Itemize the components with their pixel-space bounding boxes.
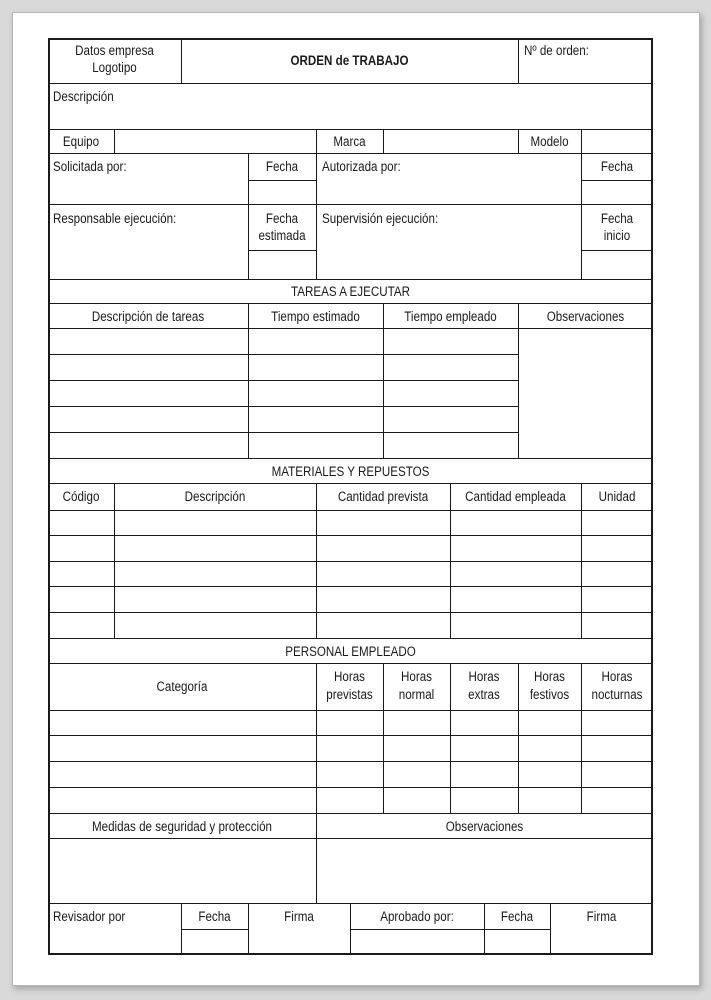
order-number-label: Nº de orden:	[524, 43, 589, 58]
col-divider	[383, 663, 384, 813]
staff-col-extra-hours-l2: extras	[468, 687, 500, 702]
date-cell-divider	[248, 180, 316, 181]
form-border-left	[48, 38, 50, 955]
row-divider	[48, 813, 653, 814]
col-divider	[350, 903, 351, 955]
staff-col-extra-hours-l1: Horas	[468, 669, 500, 684]
task-row-divider	[48, 432, 518, 433]
col-divider	[484, 903, 485, 955]
date-cell-divider	[248, 250, 316, 251]
row-divider	[48, 204, 653, 205]
row-divider	[48, 735, 653, 736]
row-divider	[48, 129, 653, 130]
col-divider	[181, 903, 182, 955]
row-divider	[48, 586, 653, 587]
col-divider	[383, 303, 384, 458]
staff-col-planned-hours-l1: Horas	[334, 669, 365, 684]
col-divider	[248, 903, 249, 955]
col-divider	[581, 483, 582, 638]
col-divider	[316, 483, 317, 638]
materials-col-planned-qty: Cantidad prevista	[337, 489, 429, 504]
reviewed-by-label: Revisador por	[53, 909, 126, 924]
company-logo-label: Logotipo	[92, 60, 137, 75]
review-signature-label: Firma	[284, 909, 314, 924]
col-divider	[114, 129, 115, 153]
materials-section-title: MATERIALES Y REPUESTOS	[271, 464, 430, 479]
row-divider	[48, 663, 653, 664]
staff-col-category: Categoría	[156, 679, 208, 694]
row-divider	[48, 483, 653, 484]
requested-by-label: Solicitada por:	[53, 159, 127, 174]
safety-measures-label: Medidas de seguridad y protección	[91, 819, 273, 834]
company-data-label: Datos empresa	[75, 43, 154, 58]
row-divider	[48, 279, 653, 280]
tasks-col-estimated-time: Tiempo estimado	[271, 309, 360, 324]
col-divider	[114, 483, 115, 638]
row-divider	[48, 535, 653, 536]
col-divider	[550, 903, 551, 955]
col-divider	[316, 153, 317, 279]
staff-col-normal-hours-l1: Horas	[401, 669, 432, 684]
execution-supervision-label: Supervisión ejecución:	[322, 211, 439, 226]
page-title: ORDEN de TRABAJO	[290, 53, 409, 68]
brand-label: Marca	[333, 134, 366, 149]
authorization-date-label: Fecha	[600, 159, 634, 174]
form-border-top	[48, 38, 653, 40]
row-divider	[48, 761, 653, 762]
start-date-label-line1: Fecha	[600, 211, 634, 226]
execution-manager-label: Responsable ejecución:	[53, 211, 177, 226]
estimated-date-label-line2: estimada	[258, 228, 306, 243]
task-row-divider	[48, 406, 518, 407]
row-divider	[48, 303, 653, 304]
col-divider	[450, 483, 451, 638]
date-cell-divider	[581, 180, 653, 181]
col-divider	[518, 303, 519, 458]
row-divider	[48, 838, 653, 839]
col-divider	[316, 813, 317, 903]
col-divider	[518, 38, 519, 83]
row-divider	[48, 561, 653, 562]
tasks-col-observations: Observaciones	[546, 309, 625, 324]
col-divider	[316, 129, 317, 153]
row-divider	[48, 612, 653, 613]
request-date-label: Fecha	[265, 159, 299, 174]
tasks-col-used-time: Tiempo empleado	[404, 309, 497, 324]
row-divider	[48, 458, 653, 459]
col-divider	[581, 153, 582, 279]
work-order-form	[48, 38, 653, 955]
materials-col-used-qty: Cantidad empleada	[465, 489, 566, 504]
col-divider	[518, 129, 519, 153]
tasks-section-title: TAREAS A EJECUTAR	[291, 284, 410, 299]
row-divider	[48, 710, 653, 711]
col-divider	[181, 38, 182, 83]
staff-col-night-hours-l1: Horas	[601, 669, 633, 684]
staff-section-title: PERSONAL EMPLEADO	[285, 644, 416, 659]
staff-col-night-hours-l2: nocturnas	[591, 687, 643, 702]
authorized-by-label: Autorizada por:	[322, 159, 401, 174]
signature-divider	[350, 929, 550, 930]
row-divider	[48, 787, 653, 788]
tasks-col-description: Descripción de tareas	[91, 309, 205, 324]
col-divider	[316, 663, 317, 813]
materials-col-code: Código	[62, 489, 100, 504]
task-row-divider	[48, 354, 518, 355]
staff-col-planned-hours-l2: previstas	[326, 687, 373, 702]
task-row-divider	[48, 380, 518, 381]
col-divider	[581, 129, 582, 153]
col-divider	[248, 153, 249, 279]
review-date-label: Fecha	[198, 909, 231, 924]
staff-col-normal-hours-l2: normal	[398, 687, 435, 702]
signature-divider	[181, 929, 249, 930]
col-divider	[383, 129, 384, 153]
estimated-date-label-line1: Fecha	[265, 211, 299, 226]
col-divider	[518, 663, 519, 813]
col-divider	[450, 663, 451, 813]
approved-by-label: Aprobado por:	[380, 909, 454, 924]
observations-label: Observaciones	[445, 819, 524, 834]
col-divider	[248, 303, 249, 458]
row-divider	[48, 83, 653, 84]
date-cell-divider	[581, 250, 653, 251]
approval-signature-label: Firma	[586, 909, 617, 924]
row-divider	[48, 328, 653, 329]
model-label: Modelo	[530, 134, 569, 149]
approval-date-label: Fecha	[500, 909, 534, 924]
description-label: Descripción	[53, 89, 114, 104]
form-sheet	[12, 12, 700, 986]
materials-col-description: Descripción	[184, 489, 246, 504]
form-border-right	[651, 38, 653, 955]
col-divider	[581, 663, 582, 813]
row-divider	[48, 153, 653, 154]
staff-col-holiday-hours-l2: festivos	[529, 687, 570, 702]
row-divider	[48, 638, 653, 639]
materials-col-unit: Unidad	[598, 489, 636, 504]
start-date-label-line2: inicio	[603, 228, 631, 243]
staff-col-holiday-hours-l1: Horas	[534, 669, 565, 684]
row-divider	[48, 510, 653, 511]
equipment-label: Equipo	[62, 134, 100, 149]
